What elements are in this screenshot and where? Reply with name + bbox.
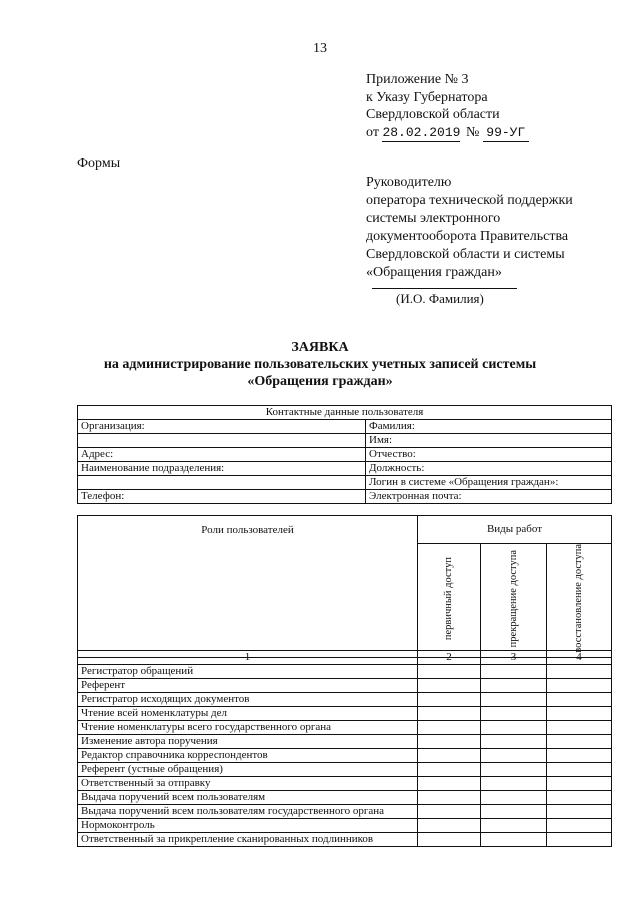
- checkbox-cell[interactable]: [481, 693, 547, 707]
- table-row: [78, 448, 612, 462]
- table-row: [78, 819, 612, 833]
- checkbox-cell[interactable]: [418, 665, 481, 679]
- checkbox-cell[interactable]: [418, 679, 481, 693]
- contact-cell: Электронная почта:: [366, 490, 612, 504]
- appendix-line-1: Приложение № 3: [366, 72, 469, 87]
- appendix-date-line: [366, 124, 529, 143]
- checkbox-cell[interactable]: [547, 777, 612, 791]
- contact-cell: Имя:: [366, 434, 612, 448]
- table-row: [78, 805, 612, 819]
- checkbox-cell[interactable]: [481, 679, 547, 693]
- addressee-line: оператора технической поддержки: [366, 193, 573, 208]
- table-row: [78, 679, 612, 693]
- forms-label: Формы: [77, 156, 121, 171]
- date-prefix: от: [366, 124, 379, 140]
- checkbox-cell[interactable]: [547, 819, 612, 833]
- checkbox-cell[interactable]: [547, 665, 612, 679]
- addressee-line: Руководителю: [366, 175, 452, 190]
- checkbox-cell[interactable]: [547, 721, 612, 735]
- table-row: [78, 763, 612, 777]
- contact-table: [77, 405, 612, 504]
- table-row: [78, 420, 612, 434]
- checkbox-cell[interactable]: [481, 805, 547, 819]
- checkbox-cell[interactable]: [547, 805, 612, 819]
- table-row: [78, 476, 612, 490]
- checkbox-cell[interactable]: [547, 791, 612, 805]
- role-name: Референт (устные обращения): [78, 763, 418, 777]
- table-row: [78, 749, 612, 763]
- title-line-3: «Обращения граждан»: [247, 374, 393, 389]
- table-row: [78, 434, 612, 448]
- table-row: [78, 721, 612, 735]
- table-row: [78, 693, 612, 707]
- role-name: Ответственный за прикрепление сканированных подлинников: [78, 833, 418, 847]
- contact-cell: Адрес:: [78, 448, 366, 462]
- checkbox-cell[interactable]: [418, 721, 481, 735]
- roles-header-table: [77, 515, 612, 658]
- checkbox-cell[interactable]: [481, 721, 547, 735]
- checkbox-cell[interactable]: [481, 819, 547, 833]
- table-row: [78, 490, 612, 504]
- checkbox-cell[interactable]: [418, 707, 481, 721]
- checkbox-cell[interactable]: [418, 791, 481, 805]
- table-row: [78, 833, 612, 847]
- contact-cell: Должность:: [366, 462, 612, 476]
- checkbox-cell[interactable]: [547, 833, 612, 847]
- contact-cell: [78, 434, 366, 448]
- column-number: 4: [547, 651, 612, 665]
- checkbox-cell[interactable]: [418, 735, 481, 749]
- checkbox-cell[interactable]: [481, 763, 547, 777]
- work-types-header: Виды работ: [418, 516, 612, 544]
- work-type-restoration: восстановление доступа: [573, 544, 584, 653]
- addressee-line: «Обращения граждан»: [366, 265, 502, 280]
- roles-table: [77, 650, 612, 847]
- column-number: 1: [78, 651, 418, 665]
- appendix-line-2: к Указу Губернатора: [366, 89, 488, 105]
- role-name: Нормоконтроль: [78, 819, 418, 833]
- checkbox-cell[interactable]: [481, 833, 547, 847]
- checkbox-cell[interactable]: [418, 763, 481, 777]
- table-row: [78, 462, 612, 476]
- contact-cell: Наименование подразделения:: [78, 462, 366, 476]
- title-line-2: на администрирование пользовательских учетных записей системы: [103, 357, 537, 372]
- role-name: Регистратор исходящих документов: [78, 693, 418, 707]
- signature-name: (И.О. Фамилия): [396, 291, 484, 306]
- roles-header: Роли пользователей: [78, 516, 418, 658]
- page-number: 13: [313, 41, 327, 56]
- checkbox-cell[interactable]: [481, 735, 547, 749]
- checkbox-cell[interactable]: [547, 763, 612, 777]
- addressee-block: [366, 174, 573, 282]
- checkbox-cell[interactable]: [481, 707, 547, 721]
- addressee-line: Свердловской области и системы: [366, 247, 565, 262]
- checkbox-cell[interactable]: [481, 665, 547, 679]
- table-row: [78, 777, 612, 791]
- checkbox-cell[interactable]: [418, 805, 481, 819]
- addressee-line: системы электронного: [366, 211, 501, 226]
- checkbox-cell[interactable]: [481, 749, 547, 763]
- contact-table-header: Контактные данные пользователя: [78, 406, 612, 420]
- contact-cell: [78, 476, 366, 490]
- checkbox-cell[interactable]: [418, 819, 481, 833]
- checkbox-cell[interactable]: [547, 749, 612, 763]
- checkbox-cell[interactable]: [547, 693, 612, 707]
- column-number: 3: [481, 651, 547, 665]
- checkbox-cell[interactable]: [547, 707, 612, 721]
- contact-cell: Отчество:: [366, 448, 612, 462]
- role-name: Чтение номенклатуры всего государственного органа: [78, 721, 418, 735]
- column-number: 2: [418, 651, 481, 665]
- role-name: Чтение всей номенклатуры дел: [78, 707, 418, 721]
- role-name: Выдача поручений всем пользователям: [78, 791, 418, 805]
- checkbox-cell[interactable]: [481, 777, 547, 791]
- decree-date: 28.02.2019: [382, 124, 460, 143]
- checkbox-cell[interactable]: [481, 791, 547, 805]
- work-type-termination: прекращение доступа: [507, 549, 519, 647]
- decree-number: 99-УГ: [483, 124, 529, 143]
- table-row: [78, 707, 612, 721]
- signature-line: [372, 288, 517, 289]
- document-title: [0, 339, 640, 390]
- appendix-line-3: Свердловской области: [366, 107, 500, 122]
- checkbox-cell[interactable]: [547, 679, 612, 693]
- table-row: [78, 791, 612, 805]
- role-name: Изменение автора поручения: [78, 735, 418, 749]
- table-row: [78, 735, 612, 749]
- role-name: Референт: [78, 679, 418, 693]
- table-row: [78, 665, 612, 679]
- contact-cell: Логин в системе «Обращения граждан»:: [366, 476, 612, 490]
- title-main: ЗАЯВКА: [291, 340, 349, 355]
- contact-cell: Фамилия:: [366, 420, 612, 434]
- role-name: Редактор справочника корреспондентов: [78, 749, 418, 763]
- checkbox-cell[interactable]: [418, 749, 481, 763]
- role-name: Ответственный за отправку: [78, 777, 418, 791]
- checkbox-cell[interactable]: [418, 693, 481, 707]
- role-name: Выдача поручений всем пользователям государственного органа: [78, 805, 418, 819]
- addressee-line: документооборота Правительства: [366, 229, 569, 244]
- role-name: Регистратор обращений: [78, 665, 418, 679]
- appendix-block: [366, 71, 529, 142]
- checkbox-cell[interactable]: [418, 833, 481, 847]
- number-prefix: №: [465, 124, 480, 140]
- checkbox-cell[interactable]: [418, 777, 481, 791]
- contact-cell: Телефон:: [78, 490, 366, 504]
- checkbox-cell[interactable]: [547, 735, 612, 749]
- work-type-primary: первичный доступ: [443, 556, 454, 640]
- contact-cell: Организация:: [78, 420, 366, 434]
